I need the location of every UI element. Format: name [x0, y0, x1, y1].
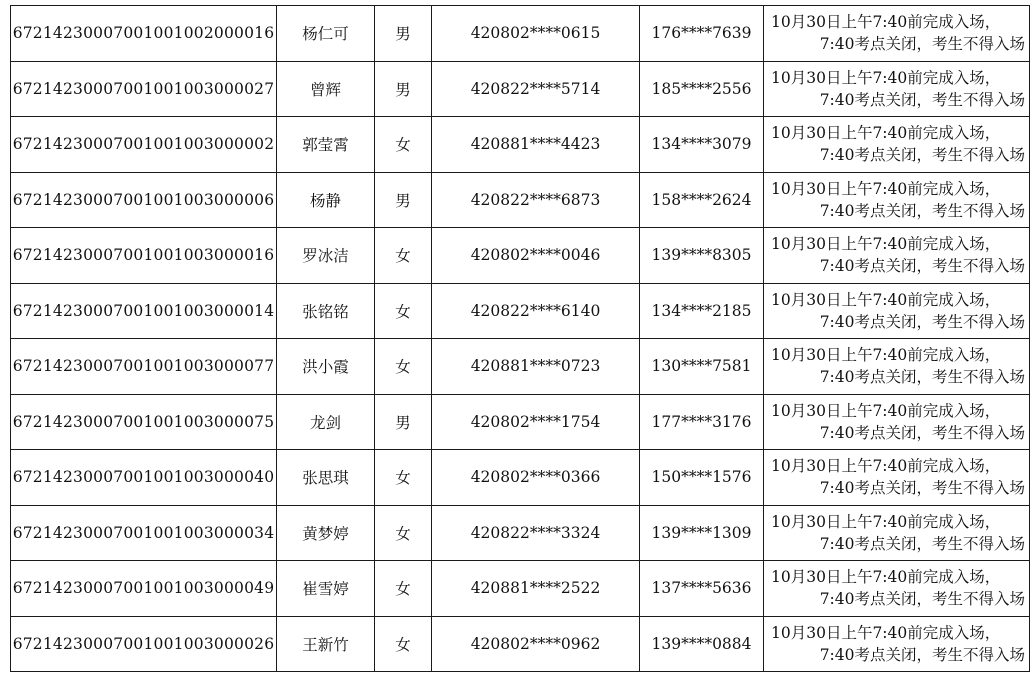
- admission-note-cell: [764, 61, 1030, 117]
- table-row: [11, 117, 1030, 173]
- gender-cell: 女: [375, 228, 432, 284]
- admission-note-cell: [764, 117, 1030, 173]
- phone-cell: 158****2624: [640, 172, 764, 228]
- id-card-cell: 420822****6873: [432, 172, 640, 228]
- gender-cell: 男: [375, 172, 432, 228]
- gender-cell: 男: [375, 6, 432, 62]
- admission-note-line-1: 10月30日上午7:40前完成入场，: [771, 401, 1001, 420]
- admission-note-line-1: 10月30日上午7:40前完成入场，: [771, 179, 1001, 198]
- exam-number-cell: 67214230007001001003000026: [11, 616, 277, 672]
- phone-cell: 177****3176: [640, 394, 764, 450]
- admission-note-line-2: 7:40考点关闭，考生不得入场: [819, 368, 1025, 387]
- name-cell: 曾辉: [277, 61, 375, 117]
- id-card-cell: 420881****2522: [432, 561, 640, 617]
- id-card-cell: 420822****5714: [432, 61, 640, 117]
- phone-cell: 130****7581: [640, 339, 764, 395]
- admission-note-cell: [764, 394, 1030, 450]
- exam-number-cell: 67214230007001001003000034: [11, 505, 277, 561]
- admission-note-line-2: 7:40考点关闭，考生不得入场: [819, 534, 1025, 553]
- admission-note-cell: [764, 450, 1030, 506]
- id-card-cell: 420802****0615: [432, 6, 640, 62]
- phone-cell: 139****8305: [640, 228, 764, 284]
- id-card-cell: 420822****6140: [432, 283, 640, 339]
- table-row: [11, 6, 1030, 62]
- phone-cell: 134****2185: [640, 283, 764, 339]
- phone-cell: 137****5636: [640, 561, 764, 617]
- admission-note-line-2: 7:40考点关闭，考生不得入场: [819, 312, 1025, 331]
- exam-number-cell: 67214230007001001003000040: [11, 450, 277, 506]
- admission-note-cell: [764, 561, 1030, 617]
- admission-note-cell: [764, 6, 1030, 62]
- id-card-cell: 420802****1754: [432, 394, 640, 450]
- phone-cell: 185****2556: [640, 61, 764, 117]
- table-row: [11, 616, 1030, 672]
- gender-cell: 女: [375, 117, 432, 173]
- id-card-cell: 420802****0046: [432, 228, 640, 284]
- gender-cell: 男: [375, 61, 432, 117]
- exam-number-cell: 67214230007001001003000006: [11, 172, 277, 228]
- name-cell: 王新竹: [277, 616, 375, 672]
- admission-note-line-1: 10月30日上午7:40前完成入场，: [771, 13, 1001, 32]
- candidate-table: [10, 5, 1030, 672]
- admission-note-line-1: 10月30日上午7:40前完成入场，: [771, 457, 1001, 476]
- admission-note-line-1: 10月30日上午7:40前完成入场，: [771, 290, 1001, 309]
- name-cell: 郭莹霄: [277, 117, 375, 173]
- admission-note-line-1: 10月30日上午7:40前完成入场，: [771, 568, 1001, 587]
- admission-note-line-2: 7:40考点关闭，考生不得入场: [819, 645, 1025, 664]
- admission-note-line-1: 10月30日上午7:40前完成入场，: [771, 124, 1001, 143]
- id-card-cell: 420881****4423: [432, 117, 640, 173]
- table-row: [11, 61, 1030, 117]
- exam-number-cell: 67214230007001001003000049: [11, 561, 277, 617]
- phone-cell: 134****3079: [640, 117, 764, 173]
- admission-note-line-1: 10月30日上午7:40前完成入场，: [771, 235, 1001, 254]
- name-cell: 龙剑: [277, 394, 375, 450]
- id-card-cell: 420802****0366: [432, 450, 640, 506]
- table-row: [11, 505, 1030, 561]
- table-row: [11, 228, 1030, 284]
- name-cell: 张铭铭: [277, 283, 375, 339]
- admission-note-cell: [764, 283, 1030, 339]
- phone-cell: 150****1576: [640, 450, 764, 506]
- gender-cell: 女: [375, 505, 432, 561]
- name-cell: 崔雪婷: [277, 561, 375, 617]
- id-card-cell: 420822****3324: [432, 505, 640, 561]
- table-row: [11, 172, 1030, 228]
- admission-note-line-2: 7:40考点关闭，考生不得入场: [819, 201, 1025, 220]
- table-row: [11, 561, 1030, 617]
- gender-cell: 女: [375, 339, 432, 395]
- admission-note-line-2: 7:40考点关闭，考生不得入场: [819, 423, 1025, 442]
- id-card-cell: 420802****0962: [432, 616, 640, 672]
- admission-note-line-1: 10月30日上午7:40前完成入场，: [771, 68, 1001, 87]
- table-row: [11, 394, 1030, 450]
- gender-cell: 女: [375, 450, 432, 506]
- admission-note-line-2: 7:40考点关闭，考生不得入场: [819, 257, 1025, 276]
- admission-note-line-2: 7:40考点关闭，考生不得入场: [819, 479, 1025, 498]
- table-row: [11, 450, 1030, 506]
- id-card-cell: 420881****0723: [432, 339, 640, 395]
- name-cell: 罗冰洁: [277, 228, 375, 284]
- gender-cell: 女: [375, 283, 432, 339]
- candidate-table-body: [11, 6, 1030, 672]
- exam-number-cell: 67214230007001001003000002: [11, 117, 277, 173]
- admission-note-cell: [764, 172, 1030, 228]
- exam-number-cell: 67214230007001001003000027: [11, 61, 277, 117]
- gender-cell: 男: [375, 394, 432, 450]
- name-cell: 杨仁可: [277, 6, 375, 62]
- table-row: [11, 339, 1030, 395]
- admission-note-cell: [764, 505, 1030, 561]
- gender-cell: 女: [375, 561, 432, 617]
- admission-note-line-2: 7:40考点关闭，考生不得入场: [819, 35, 1025, 54]
- exam-number-cell: 67214230007001001003000077: [11, 339, 277, 395]
- phone-cell: 139****1309: [640, 505, 764, 561]
- table-row: [11, 283, 1030, 339]
- exam-number-cell: 67214230007001001002000016: [11, 6, 277, 62]
- name-cell: 杨静: [277, 172, 375, 228]
- admission-note-line-2: 7:40考点关闭，考生不得入场: [819, 590, 1025, 609]
- name-cell: 洪小霞: [277, 339, 375, 395]
- exam-number-cell: 67214230007001001003000075: [11, 394, 277, 450]
- gender-cell: 女: [375, 616, 432, 672]
- admission-note-cell: [764, 339, 1030, 395]
- exam-number-cell: 67214230007001001003000014: [11, 283, 277, 339]
- admission-note-line-1: 10月30日上午7:40前完成入场，: [771, 346, 1001, 365]
- name-cell: 张思琪: [277, 450, 375, 506]
- name-cell: 黄梦婷: [277, 505, 375, 561]
- admission-note-line-2: 7:40考点关闭，考生不得入场: [819, 146, 1025, 165]
- admission-note-line-1: 10月30日上午7:40前完成入场，: [771, 512, 1001, 531]
- phone-cell: 176****7639: [640, 6, 764, 62]
- exam-number-cell: 67214230007001001003000016: [11, 228, 277, 284]
- admission-note-cell: [764, 616, 1030, 672]
- admission-note-cell: [764, 228, 1030, 284]
- admission-note-line-1: 10月30日上午7:40前完成入场，: [771, 623, 1001, 642]
- phone-cell: 139****0884: [640, 616, 764, 672]
- admission-note-line-2: 7:40考点关闭，考生不得入场: [819, 90, 1025, 109]
